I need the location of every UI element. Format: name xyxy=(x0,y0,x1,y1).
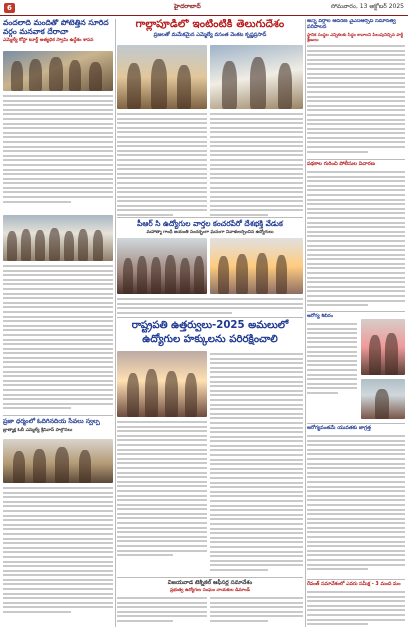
page-number: 6 xyxy=(4,3,15,13)
right-mid-text xyxy=(307,171,405,309)
right-lower-text xyxy=(307,435,405,573)
middle-top-subheadline: ప్రజలతో మమేకమైన ఎమ్మెల్యే వసంత వెంకట కృష్ణప్రసాద్ xyxy=(153,31,267,38)
middle-bottom-text-right xyxy=(210,597,303,625)
right-last-text xyxy=(307,591,405,627)
column-divider xyxy=(305,19,306,627)
left-top-headline: వందలాది మందితో పోటెత్తిన సూరిద వర్గం మనవాక దేరాచా xyxy=(3,19,109,36)
right-small-photo-2 xyxy=(361,379,405,419)
right-small-headline: ఆరోగ్య శిబిరం xyxy=(307,314,333,319)
middle-top-headline: గాల్లాపూడిలో ఇంటింటికీ తెలుగుదేశం xyxy=(135,19,285,30)
middle-main-text-right xyxy=(210,353,303,574)
middle-strip-photo-left xyxy=(117,238,207,294)
right-top-subheadline: స్థానిక సంస్థల ఎన్నికలకు సిద్ధం కావాలని పిలుపునిచ్చిన పార్టీ శ్రేణులు xyxy=(307,31,404,42)
left-article2-headline: ప్రజా ధర్మంలో ఓదిగినదియ సేవలు స్వల్ప xyxy=(3,418,100,425)
left-crowd-photo xyxy=(3,215,113,261)
middle-column xyxy=(117,19,303,627)
middle-main-text-left xyxy=(117,421,207,559)
middle-main-headline: రాష్ట్రపతి ఉత్తర్వులు-2025 అమలులో xyxy=(131,320,289,331)
middle-main-photo xyxy=(117,351,207,417)
middle-bottom-text-left xyxy=(117,597,207,625)
middle-bottom-headline: విజయవాడ టెక్నికల్ ఆఫీసర్ల సమావేశం xyxy=(167,580,253,586)
page-header xyxy=(0,0,408,16)
edition-date: సోమవారం, 13 అక్టోబర్ 2025 xyxy=(330,3,404,10)
middle-strip-photo-right xyxy=(210,238,303,294)
right-column xyxy=(307,19,405,627)
right-last-headline: రేవంత్ సమావేశంలో ఎవరు సమీక్ష - 3 మంది మం xyxy=(307,582,401,587)
middle-bottom-subheadline: ప్రభుత్వ ఉద్యోగుల సంఘం నాయకుల డిమాండ్ xyxy=(170,588,250,593)
middle-main-headline-line2: ఉద్యోగుల హక్కులను పరిరక్షించాలి xyxy=(142,334,278,345)
left-top-photo xyxy=(3,51,113,91)
masthead: హైదరాబాద్ xyxy=(174,3,201,10)
middle-strip-text xyxy=(117,298,303,316)
right-top-text xyxy=(307,45,405,155)
left-event-photo xyxy=(3,439,113,483)
left-top-subheadline: ఎమ్మెల్యే కోస్టా టూర్ట్ అత్యధిక స్వామి ఉద్దేశం శాసన xyxy=(3,38,94,44)
column-divider xyxy=(115,19,116,627)
middle-strip-headline: పీఆర్ సి ఉద్యోగుల వార్తల కంచరపేరో దేశభక్తి వేడుక xyxy=(137,219,283,228)
right-small-text xyxy=(307,323,357,397)
left-article2-text xyxy=(3,487,113,616)
middle-article-text-left xyxy=(117,113,207,219)
middle-top-photo-left xyxy=(117,45,207,109)
left-article-text-2 xyxy=(3,265,113,412)
right-lower-headline: ఆరోగ్యవంతమే యువతకు జాగ్రత్త xyxy=(307,425,371,431)
left-article-text xyxy=(3,95,113,205)
middle-strip-subheadline: మహాత్మా గాంధీ జయంతి సందర్భంగా ఘనంగా నివాళులర్పించిన ఉద్యోగులు xyxy=(146,230,274,235)
middle-article-text-right xyxy=(210,113,303,219)
right-top-headline: అన్ని వర్గాల ఆదరణ వైఎస్ఆర్సీపీ సమానత్వ పరిపాలన xyxy=(307,19,396,30)
left-article2-subheadline: బ్రాత్మాక్ష ఓబీ ఎమ్మెల్యే శ్రీనివాస్ పాల్గొనలు xyxy=(3,428,73,433)
right-mid-headline: పథకాల గురించి పోలీసుల విచారణ xyxy=(307,161,375,167)
left-column xyxy=(3,19,113,627)
middle-top-photo-right xyxy=(210,45,303,109)
right-small-photo xyxy=(361,319,405,375)
